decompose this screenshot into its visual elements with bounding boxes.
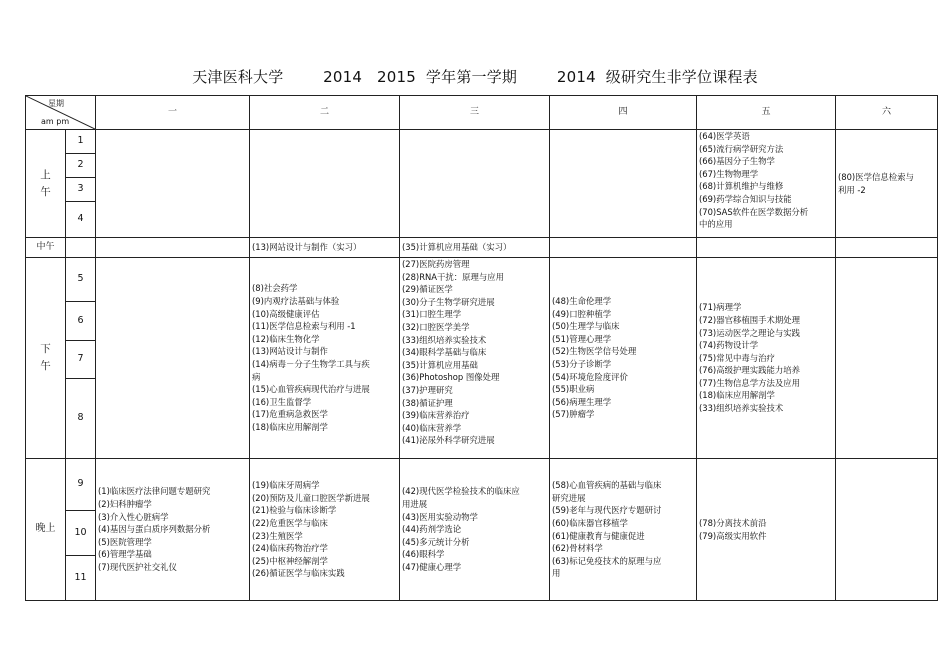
cell-afternoon-mon	[96, 258, 250, 459]
course-item: (5)医院管理学	[98, 536, 152, 547]
course-item: (79)高级实用软件	[699, 530, 767, 541]
course-item: (52)生物医学信号处理	[552, 346, 637, 357]
slot-number: 8	[66, 379, 96, 459]
day-header-fri: 五	[697, 96, 836, 130]
course-item: (46)眼科学	[402, 549, 445, 560]
cell-afternoon-thu	[550, 258, 697, 459]
cell-evening-wed	[400, 459, 550, 601]
course-item: (10)高级健康评估	[252, 308, 320, 319]
course-item: (69)药学综合知识与技能	[699, 193, 792, 204]
course-item: (65)流行病学研究方法	[699, 143, 784, 154]
course-item: (28)RNA干扰：原理与应用	[402, 271, 505, 282]
course-item: 用进展	[402, 499, 428, 510]
day-header-tue: 二	[250, 96, 400, 130]
course-item: (63)标记免疫技术的原理与应	[552, 555, 662, 566]
course-item: 中的应用	[699, 219, 733, 230]
slot-number: 4	[66, 202, 96, 238]
weekday-label: 星期	[48, 99, 64, 108]
course-item: (31)口腔生理学	[402, 309, 462, 320]
day-header-wed: 三	[400, 96, 550, 130]
course-item: (34)眼科学基础与临床	[402, 347, 487, 358]
course-item: (80)医学信息检索与	[838, 171, 914, 182]
cell-evening-fri	[697, 459, 836, 601]
course-item: (36)Photoshop 图像处理	[402, 372, 500, 383]
course-item: 利用 -2	[838, 184, 866, 195]
page-title: 天津医科大学 2014 2015 学年第一学期 2014 级研究生非学位课程表	[192, 68, 758, 86]
course-item: 病	[252, 371, 261, 382]
noon-slot-empty	[66, 238, 96, 258]
course-item: (18)临床应用解剖学	[699, 390, 775, 401]
course-item: (16)卫生监督学	[252, 396, 312, 407]
course-item: (32)口腔医学美学	[402, 321, 470, 332]
course-item: (59)老年与现代医疗专题研讨	[552, 505, 662, 516]
course-item: (30)分子生物学研究进展	[402, 296, 495, 307]
course-item: (29)循证医学	[402, 284, 453, 295]
course-item: (43)医用实验动物学	[402, 511, 478, 522]
course-item: (12)临床生物化学	[252, 333, 320, 344]
course-item: (58)心血管疾病的基础与临床	[552, 480, 662, 491]
course-item: (50)生理学与临床	[552, 321, 620, 332]
course-item: (21)检验与临床诊断学	[252, 505, 337, 516]
day-header-mon: 一	[96, 96, 250, 130]
course-item: (76)高级护理实践能力培养	[699, 365, 800, 376]
course-item: (71)病理学	[699, 302, 742, 313]
course-item: (13)网站设计与制作	[252, 346, 328, 357]
course-item: (44)药剂学选论	[402, 524, 462, 535]
cell-noon-mon	[96, 238, 250, 258]
course-item: (7)现代医护社交礼仪	[98, 561, 177, 572]
course-item: (51)管理心理学	[552, 333, 612, 344]
course-item: (61)健康教育与健康促进	[552, 530, 645, 541]
course-item: (60)临床器官移植学	[552, 517, 628, 528]
course-item: (66)基因分子生物学	[699, 156, 775, 167]
course-item: (77)生物信息学方法及应用	[699, 377, 800, 388]
schedule-table	[25, 95, 938, 601]
slot-number: 10	[66, 511, 96, 556]
period-morning: 上 午	[26, 130, 66, 238]
course-item: (64)医学英语	[699, 131, 750, 141]
period-evening: 晚上	[26, 459, 66, 601]
course-item: (45)多元统计分析	[402, 536, 470, 547]
course-item: (48)生命伦理学	[552, 296, 612, 307]
course-item: (70)SAS软件在医学数据分析	[699, 206, 809, 217]
cell-morning-thu	[550, 130, 697, 238]
cell-noon-sat	[836, 238, 938, 258]
cell-evening-thu	[550, 459, 697, 601]
course-item: (24)临床药物治疗学	[252, 543, 328, 554]
slot-number: 3	[66, 178, 96, 202]
period-noon: 中午	[26, 238, 66, 258]
cell-evening-tue	[250, 459, 400, 601]
course-item: (57)肿瘤学	[552, 409, 595, 420]
slot-number: 7	[66, 341, 96, 379]
cell-afternoon-fri	[697, 258, 836, 459]
course-item: (25)中枢神经解剖学	[252, 555, 328, 566]
course-item: (23)生殖医学	[252, 530, 303, 541]
day-header-thu: 四	[550, 96, 697, 130]
course-item: (35)计算机应用基础（实习）	[402, 242, 512, 253]
course-item: 研究进展	[552, 492, 586, 503]
course-item: (17)危重病急救医学	[252, 409, 328, 420]
course-item: (42)现代医学检验技术的临床应	[402, 486, 520, 497]
course-item: (73)运动医学之理论与实践	[699, 327, 800, 338]
course-item: (2)妇科肿瘤学	[98, 499, 152, 510]
course-item: (14)病毒－分子生物学工具与疾	[252, 359, 370, 369]
course-item: (68)计算机维护与维修	[699, 181, 784, 192]
course-item: (20)预防及儿童口腔医学新进展	[252, 492, 370, 503]
course-item: (6)管理学基础	[98, 549, 152, 560]
corner-header-cell	[26, 96, 96, 130]
cell-morning-sat	[836, 130, 938, 238]
course-item: (26)循证医学与临床实践	[252, 568, 345, 579]
course-item: (49)口腔种植学	[552, 308, 612, 319]
course-item: (41)泌尿外科学研究进展	[402, 435, 495, 446]
course-item: (75)常见中毒与治疗	[699, 352, 775, 363]
cell-afternoon-sat	[836, 258, 938, 459]
course-item: (39)临床营养治疗	[402, 410, 470, 421]
course-item: (53)分子诊断学	[552, 359, 612, 369]
cell-noon-fri	[697, 238, 836, 258]
course-item: (38)循证护理	[402, 397, 453, 408]
cell-noon-tue	[250, 238, 400, 258]
slot-number: 6	[66, 302, 96, 341]
course-item: (37)护理研究	[402, 384, 453, 395]
course-item: (11)医学信息检索与利用 -1	[252, 321, 356, 332]
course-item: (8)社会药学	[252, 283, 298, 294]
cell-afternoon-wed	[400, 258, 550, 459]
course-item: (13)网站设计与制作（实习）	[252, 242, 362, 253]
course-item: (18)临床应用解剖学	[252, 421, 328, 432]
course-item: (15)心血管疾病现代治疗与进展	[252, 384, 370, 395]
cell-morning-mon	[96, 130, 250, 238]
course-item: (78)分离技术前沿	[699, 517, 767, 528]
cell-evening-mon	[96, 459, 250, 601]
course-item: (47)健康心理学	[402, 561, 462, 572]
course-item: 用	[552, 568, 561, 579]
period-afternoon: 下 午	[26, 258, 66, 459]
cell-morning-tue	[250, 130, 400, 238]
slot-number: 11	[66, 556, 96, 601]
course-item: (4)基因与蛋白质序列数据分析	[98, 524, 211, 535]
am-pm-label: am pm	[41, 117, 70, 126]
course-item: (54)环境危险度评价	[552, 371, 628, 382]
cell-morning-wed	[400, 130, 550, 238]
course-item: (19)临床牙周病学	[252, 480, 320, 491]
cell-noon-thu	[550, 238, 697, 258]
course-item: (22)危重医学与临床	[252, 517, 328, 528]
course-item: (74)药物设计学	[699, 340, 759, 351]
course-item: (67)生物物理学	[699, 168, 759, 179]
course-item: (33)组织培养实验技术	[402, 334, 487, 345]
course-item: (3)介入性心脏病学	[98, 511, 169, 522]
cell-evening-sat	[836, 459, 938, 601]
slot-number: 2	[66, 154, 96, 178]
course-item: (62)骨材料学	[552, 543, 603, 554]
slot-number: 9	[66, 459, 96, 511]
course-item: (56)病理生理学	[552, 396, 612, 407]
course-item: (72)器官移植围手术期处理	[699, 314, 800, 325]
slot-number: 5	[66, 258, 96, 302]
course-item: (27)医院药房管理	[402, 259, 470, 269]
course-item: (35)计算机应用基础	[402, 359, 478, 370]
slot-number: 1	[66, 130, 96, 154]
cell-morning-fri	[697, 130, 836, 238]
course-item: (33)组织培养实验技术	[699, 403, 784, 414]
day-header-sat: 六	[836, 96, 938, 130]
course-item: (55)职业病	[552, 384, 595, 395]
course-item: (1)临床医疗法律问题专题研究	[98, 486, 211, 497]
course-item: (9)内观疗法基础与体验	[252, 296, 340, 307]
course-item: (40)临床营养学	[402, 422, 462, 433]
cell-noon-wed	[400, 238, 550, 258]
cell-afternoon-tue	[250, 258, 400, 459]
